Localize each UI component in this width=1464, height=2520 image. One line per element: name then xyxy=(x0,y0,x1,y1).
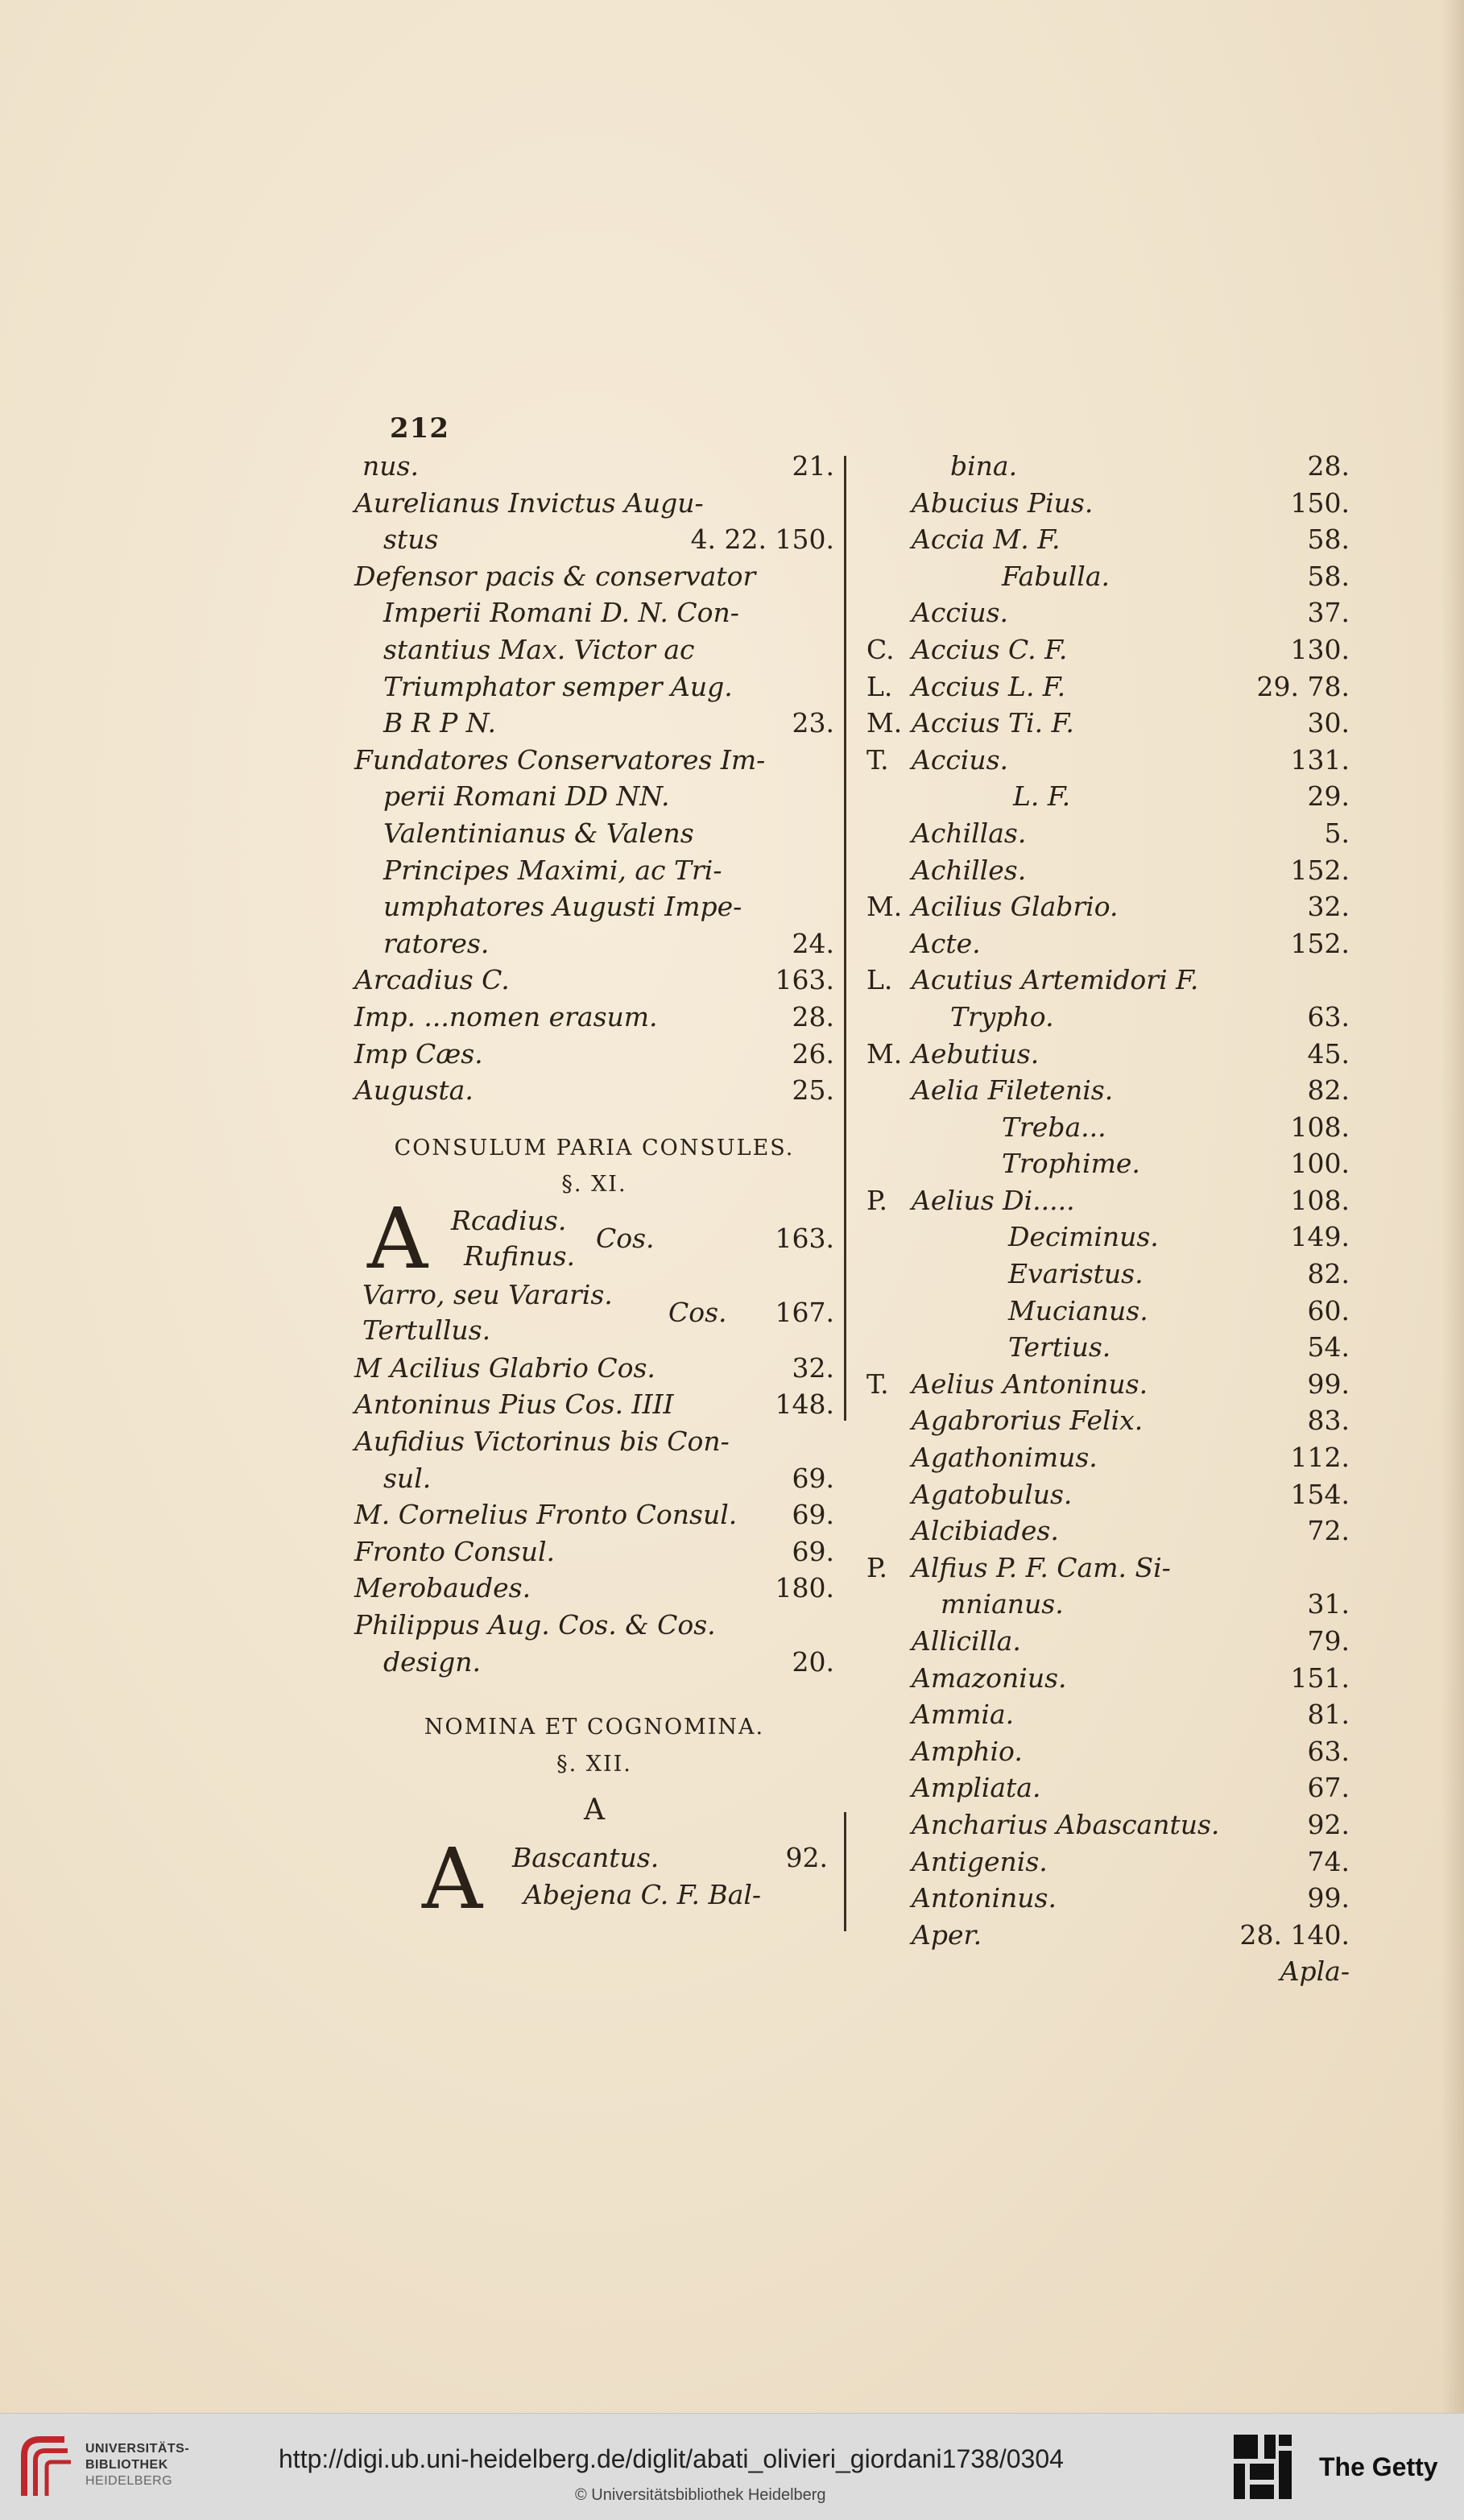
entry-page-ref: 20. xyxy=(792,1645,834,1678)
entry-name: Aelius Di..... xyxy=(912,1184,1075,1216)
entry-name: Mucianus. xyxy=(1008,1294,1148,1326)
entry-name: Treba... xyxy=(1002,1111,1106,1143)
entry-name: Ancharius Abascantus. xyxy=(912,1808,1220,1840)
entry-row xyxy=(866,1256,1350,1293)
entry-page-ref: 99. xyxy=(1307,1368,1350,1400)
entry-name: Imperii Romani D. N. Con- xyxy=(383,597,739,629)
entry-name: Aufidius Victorinus bis Con- xyxy=(354,1426,730,1458)
entry-name: Amphio. xyxy=(912,1735,1023,1767)
entry-name: Trypho. xyxy=(950,1000,1054,1032)
entry-page-ref: 99. xyxy=(1307,1882,1350,1914)
entry-praenomen: P. xyxy=(866,1551,888,1583)
entry-praenomen: P. xyxy=(866,1184,888,1216)
entry-row xyxy=(866,1586,1350,1623)
entry-page-ref: 58. xyxy=(1307,523,1350,556)
entry-page-ref: 69. xyxy=(792,1462,834,1494)
entry-row xyxy=(866,1182,1350,1219)
entry-page-ref: 32. xyxy=(792,1351,834,1384)
entry-page-ref: 152. xyxy=(1290,927,1350,959)
entry-name: Ampliata. xyxy=(912,1772,1041,1804)
entry-row xyxy=(354,1607,834,1644)
page-edge-shadow xyxy=(1441,0,1464,2413)
letter-a-heading: A xyxy=(584,1794,605,1827)
entry-page-ref: 69. xyxy=(792,1535,834,1567)
entry-row xyxy=(354,1350,834,1387)
entry-name: Trophime. xyxy=(1002,1148,1140,1180)
entry-name: mnianus. xyxy=(941,1588,1064,1620)
entry-row xyxy=(866,631,1350,668)
getty-label: The Getty xyxy=(1319,2452,1438,2481)
entry-row xyxy=(866,1219,1350,1256)
entry-name: Agathonimus. xyxy=(912,1442,1098,1474)
entry-row xyxy=(354,742,834,779)
entry-name: Acilius Glabrio. xyxy=(912,891,1119,923)
entry-row xyxy=(866,888,1350,925)
entry-page-ref: 69. xyxy=(792,1499,834,1531)
entry-page-ref: 82. xyxy=(1307,1074,1350,1107)
entry-page-ref: 180. xyxy=(775,1572,834,1604)
column-rule-lower xyxy=(844,1812,846,1931)
entry-page-ref: 26. xyxy=(792,1037,834,1070)
entry-row xyxy=(354,1644,834,1681)
entry-row xyxy=(866,1072,1350,1109)
entry-name: sul. xyxy=(383,1462,432,1494)
entry-page-ref: 28. 140. xyxy=(1239,1918,1350,1951)
entry-row xyxy=(354,1460,834,1497)
entry-name: Valentinianus & Valens xyxy=(383,817,694,849)
entry-name: Amazonius. xyxy=(912,1661,1067,1694)
entry-name: M Acilius Glabrio Cos. xyxy=(354,1351,655,1384)
abejena-name: Abejena C. F. Bal- xyxy=(523,1879,762,1910)
entry-row xyxy=(354,962,834,999)
entry-row xyxy=(354,631,834,668)
entry-row xyxy=(354,1423,834,1460)
abascantus-num: 92. xyxy=(785,1842,828,1873)
entry-name: Augusta. xyxy=(354,1074,474,1107)
entry-row xyxy=(866,1769,1350,1806)
arcadius-block xyxy=(354,1189,834,1288)
entry-row xyxy=(866,1843,1350,1881)
entry-row xyxy=(866,1439,1350,1476)
entry-row xyxy=(354,448,834,485)
entry-name: ratores. xyxy=(383,927,490,959)
entry-page-ref: 63. xyxy=(1307,1000,1350,1032)
entry-row xyxy=(354,558,834,595)
entry-praenomen: M. xyxy=(866,707,903,739)
entry-name: Fundatores Conservatores Im- xyxy=(354,743,766,776)
entry-row xyxy=(354,1386,834,1423)
entry-praenomen: L. xyxy=(866,964,893,996)
entry-row xyxy=(866,705,1350,742)
entry-row xyxy=(866,778,1350,815)
tertullus-name: Tertullus. xyxy=(362,1314,491,1346)
entry-name: Evaristus. xyxy=(1008,1258,1143,1290)
entry-name: Antigenis. xyxy=(912,1845,1048,1877)
entry-row xyxy=(866,999,1350,1036)
entry-page-ref: 5. xyxy=(1324,817,1350,849)
entry-name: Tertius. xyxy=(1008,1331,1111,1363)
entry-page-ref: 28. xyxy=(792,1000,834,1032)
catchword: Apla- xyxy=(1280,1955,1350,1988)
consulum-heading: CONSULUM PARIA CONSULES. xyxy=(394,1135,795,1161)
entry-page-ref: 29. xyxy=(1307,780,1350,813)
varro-name: Varro, seu Vararis. xyxy=(362,1278,613,1310)
entry-row xyxy=(866,1402,1350,1439)
entry-row xyxy=(866,668,1350,706)
right-column xyxy=(866,448,1350,1992)
abascantus-block xyxy=(354,1830,834,1928)
arcadius-cos: Cos. xyxy=(596,1222,655,1254)
entry-row xyxy=(866,1623,1350,1660)
entry-name: Aper. xyxy=(912,1918,982,1951)
entry-row xyxy=(866,1293,1350,1330)
library-name xyxy=(85,2441,189,2489)
entry-page-ref: 74. xyxy=(1307,1845,1350,1877)
entry-praenomen: T. xyxy=(866,1368,889,1400)
entry-name: Achilles. xyxy=(912,854,1027,886)
entry-page-ref: 82. xyxy=(1307,1258,1350,1290)
entry-row xyxy=(866,1329,1350,1366)
arcadius-initial: A xyxy=(367,1189,428,1288)
copyright-notice: © Universitätsbibliothek Heidelberg xyxy=(575,2486,826,2504)
entry-name: Accius. xyxy=(912,743,1009,776)
entry-row xyxy=(866,1880,1350,1917)
entry-name: Allicilla. xyxy=(912,1625,1021,1657)
entry-page-ref: 150. xyxy=(1290,486,1350,519)
entry-name: Philippus Aug. Cos. & Cos. xyxy=(354,1609,716,1641)
entry-page-ref: 29. 78. xyxy=(1256,670,1350,702)
entry-name: Accius L. F. xyxy=(912,670,1066,702)
entry-page-ref: 28. xyxy=(1307,450,1350,482)
entry-name: umphatores Augusti Impe- xyxy=(383,891,742,923)
entry-row xyxy=(866,925,1350,962)
entry-name: Antoninus Pius Cos. IIII xyxy=(354,1388,674,1421)
varro-cos: Cos. xyxy=(668,1296,727,1328)
entry-row xyxy=(866,485,1350,522)
entry-row xyxy=(866,1660,1350,1697)
entry-name: stus xyxy=(383,523,439,556)
left-entries-group-2 xyxy=(354,1350,834,1680)
entry-row xyxy=(354,852,834,889)
library-name-line-3: HEIDELBERG xyxy=(85,2474,173,2488)
entry-name: Ammia. xyxy=(912,1699,1015,1731)
entry-name: Abucius Pius. xyxy=(912,486,1094,519)
getty-logo-icon xyxy=(1232,2433,1293,2501)
entry-name: Agatobulus. xyxy=(912,1478,1073,1510)
entry-row xyxy=(866,521,1350,558)
entry-name: Accius C. F. xyxy=(912,633,1068,665)
entry-row xyxy=(866,1733,1350,1770)
entry-name: Aebutius. xyxy=(912,1037,1040,1070)
entry-name: Fronto Consul. xyxy=(354,1535,556,1567)
entry-row xyxy=(354,999,834,1036)
entry-page-ref: 24. xyxy=(792,927,834,959)
entry-page-ref: 32. xyxy=(1307,891,1350,923)
entry-name: L. F. xyxy=(1013,780,1071,813)
entry-page-ref: 148. xyxy=(775,1388,834,1421)
left-column xyxy=(354,448,834,1928)
right-entries xyxy=(866,448,1350,1953)
library-name-line-1: UNIVERSITÄTS- xyxy=(85,2442,190,2456)
entry-page-ref: 112. xyxy=(1290,1442,1350,1474)
entry-row xyxy=(354,521,834,558)
entry-row xyxy=(866,1036,1350,1073)
entry-page-ref: 21. xyxy=(792,450,834,482)
entry-page-ref: 30. xyxy=(1307,707,1350,739)
entry-page-ref: 54. xyxy=(1307,1331,1350,1363)
entry-name: Agabrorius Felix. xyxy=(912,1405,1143,1437)
entry-row xyxy=(866,1366,1350,1403)
entry-name: Acte. xyxy=(912,927,981,959)
entry-row xyxy=(866,1476,1350,1513)
entry-name: Acutius Artemidori F. xyxy=(912,964,1199,996)
permalink-url[interactable]: http://digi.ub.uni-heidelberg.de/diglit/abati_olivieri_giordani1738/0304 xyxy=(279,2444,1064,2473)
entry-page-ref: 149. xyxy=(1290,1221,1350,1253)
entry-name: bina. xyxy=(950,450,1018,482)
library-name-line-2: BIBLIOTHEK xyxy=(85,2458,168,2472)
entry-page-ref: 79. xyxy=(1307,1625,1350,1657)
entry-page-ref: 131. xyxy=(1290,743,1350,776)
entry-page-ref: 60. xyxy=(1307,1294,1350,1326)
entry-page-ref: 108. xyxy=(1290,1184,1350,1216)
entry-praenomen: T. xyxy=(866,743,889,776)
entry-row xyxy=(866,852,1350,889)
entry-row xyxy=(354,705,834,742)
entry-name: Triumphator semper Aug. xyxy=(383,670,733,702)
entry-row xyxy=(354,888,834,925)
entry-name: Imp Cæs. xyxy=(354,1037,483,1070)
entry-page-ref: 152. xyxy=(1290,854,1350,886)
entry-page-ref: 25. xyxy=(792,1074,834,1107)
entry-row xyxy=(866,1512,1350,1550)
entry-page-ref: 23. xyxy=(792,707,834,739)
rufinus-name: Rufinus. xyxy=(464,1239,576,1272)
entry-name: design. xyxy=(383,1645,482,1678)
entry-row xyxy=(354,778,834,815)
entry-row xyxy=(866,962,1350,999)
nomina-heading: NOMINA ET COGNOMINA. xyxy=(424,1715,765,1740)
arcadius-num: 163. xyxy=(775,1222,834,1254)
entry-page-ref: 72. xyxy=(1307,1515,1350,1547)
entry-row xyxy=(866,448,1350,485)
entry-page-ref: 63. xyxy=(1307,1735,1350,1767)
entry-row xyxy=(866,558,1350,595)
entry-name: Imp. ...nomen erasum. xyxy=(354,1000,658,1032)
entry-name: perii Romani DD NN. xyxy=(383,780,670,813)
entry-page-ref: 154. xyxy=(1290,1478,1350,1510)
entry-name: Alfius P. F. Cam. Si- xyxy=(912,1551,1171,1583)
entry-name: B R P N. xyxy=(383,707,497,739)
consulum-section-mark: §. XI. xyxy=(561,1172,627,1198)
varro-block xyxy=(354,1277,834,1350)
entry-row xyxy=(866,594,1350,631)
left-entries-group-1 xyxy=(354,448,834,1109)
entry-row xyxy=(354,1496,834,1533)
entry-name: Achillas. xyxy=(912,817,1027,849)
entry-page-ref: 92. xyxy=(1307,1808,1350,1840)
entry-praenomen: M. xyxy=(866,891,903,923)
entry-praenomen: C. xyxy=(866,633,895,665)
entry-page-ref: 151. xyxy=(1290,1661,1350,1694)
entry-row xyxy=(354,815,834,852)
nomina-section-mark: §. XII. xyxy=(556,1751,632,1777)
column-rule-upper xyxy=(844,456,846,1421)
entry-row xyxy=(866,1806,1350,1843)
entry-page-ref: 37. xyxy=(1307,597,1350,629)
entry-page-ref: 67. xyxy=(1307,1772,1350,1804)
viewer-footer xyxy=(0,2413,1464,2520)
entry-row xyxy=(354,925,834,962)
abascantus-initial: A xyxy=(422,1830,483,1928)
entry-name: Principes Maximi, ac Tri- xyxy=(383,854,722,886)
varro-num: 167. xyxy=(775,1296,834,1328)
entry-name: Defensor pacis & conservator xyxy=(354,560,756,592)
entry-name: Accius Ti. F. xyxy=(912,707,1074,739)
entry-name: Aelius Antoninus. xyxy=(912,1368,1148,1400)
entry-name: Antoninus. xyxy=(912,1882,1057,1914)
entry-page-ref: 130. xyxy=(1290,633,1350,665)
entry-page-ref: 81. xyxy=(1307,1699,1350,1731)
entry-name: Deciminus. xyxy=(1008,1221,1159,1253)
entry-row xyxy=(354,1533,834,1570)
abascantus-name: Bascantus. xyxy=(512,1842,660,1873)
entry-name: Arcadius C. xyxy=(354,964,510,996)
entry-name: Aurelianus Invictus Augu- xyxy=(354,486,704,519)
entry-page-ref: 58. xyxy=(1307,560,1350,592)
entry-page-ref: 45. xyxy=(1307,1037,1350,1070)
entry-praenomen: L. xyxy=(866,670,893,702)
entry-name: M. Cornelius Fronto Consul. xyxy=(354,1499,738,1531)
entry-name: Alcibiades. xyxy=(912,1515,1059,1547)
entry-name: Accius. xyxy=(912,597,1009,629)
entry-page-ref: 4. 22. 150. xyxy=(690,523,834,556)
catchword-row xyxy=(866,1953,1350,1992)
page-number: 212 xyxy=(390,412,449,445)
entry-row xyxy=(866,1145,1350,1182)
entry-name: Accia M. F. xyxy=(912,523,1061,556)
entry-row xyxy=(354,1072,834,1109)
entry-praenomen: M. xyxy=(866,1037,903,1070)
entry-row xyxy=(354,485,834,522)
entry-name: Merobaudes. xyxy=(354,1572,531,1604)
entry-name: stantius Max. Victor ac xyxy=(383,633,695,665)
entry-page-ref: 163. xyxy=(775,964,834,996)
entry-name: Fabulla. xyxy=(1002,560,1110,592)
entry-page-ref: 108. xyxy=(1290,1111,1350,1143)
entry-row xyxy=(866,1696,1350,1733)
entry-page-ref: 83. xyxy=(1307,1405,1350,1437)
entry-row xyxy=(354,668,834,706)
entry-row xyxy=(866,815,1350,852)
entry-row xyxy=(866,1917,1350,1954)
arcadius-name: Rcadius. xyxy=(451,1204,567,1236)
entry-row xyxy=(354,1036,834,1073)
entry-name: Aelia Filetenis. xyxy=(912,1074,1114,1107)
entry-row xyxy=(866,1550,1350,1587)
university-library-logo-icon xyxy=(16,2431,81,2502)
entry-row xyxy=(354,594,834,631)
entry-name: nus. xyxy=(362,450,419,482)
entry-row xyxy=(866,1109,1350,1146)
entry-page-ref: 31. xyxy=(1307,1588,1350,1620)
entry-page-ref: 100. xyxy=(1290,1148,1350,1180)
entry-row xyxy=(866,742,1350,779)
entry-row xyxy=(354,1570,834,1607)
